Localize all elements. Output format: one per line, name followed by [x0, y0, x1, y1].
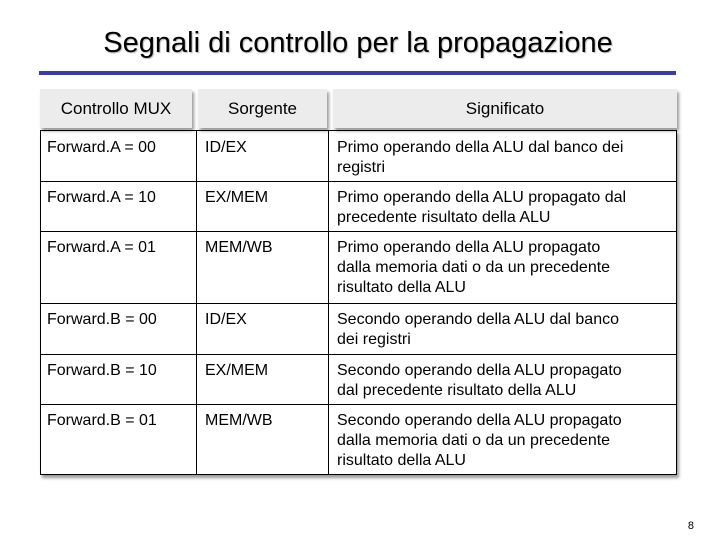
- row-divider: [41, 181, 676, 182]
- cell-control: Forward.A = 10: [47, 189, 156, 206]
- row-divider: [41, 404, 676, 405]
- cell-source: MEM/WB: [205, 412, 273, 429]
- slide-title: Segnali di controllo per la propagazione: [103, 27, 613, 59]
- row-divider: [41, 354, 676, 355]
- title-underline: [39, 71, 676, 75]
- cell-meaning: [337, 188, 673, 228]
- meaning-line: registri: [337, 159, 386, 176]
- cell-control: Forward.B = 00: [47, 311, 157, 328]
- page-number: 8: [687, 520, 694, 532]
- cell-control: Forward.B = 01: [47, 412, 157, 429]
- cell-source: ID/EX: [205, 139, 247, 156]
- cell-source: ID/EX: [205, 311, 247, 328]
- meaning-line: Primo operando della ALU propagato dal: [337, 189, 627, 206]
- cell-meaning: [337, 411, 673, 471]
- cell-source: EX/MEM: [205, 189, 269, 206]
- meaning-line: precedente risultato della ALU: [337, 209, 551, 226]
- row-divider: [41, 231, 676, 232]
- cell-control: Forward.A = 01: [47, 239, 156, 256]
- cell-meaning: [337, 310, 673, 350]
- cell-source: EX/MEM: [205, 362, 269, 379]
- header-sorgente: Sorgente: [198, 89, 327, 128]
- cell-meaning: [337, 361, 673, 401]
- meaning-line: dalla memoria dati o da un precedente: [337, 432, 611, 449]
- meaning-line: Secondo operando della ALU dal banco: [337, 311, 619, 328]
- meaning-line: dei registri: [337, 331, 411, 348]
- meaning-line: dalla memoria dati o da un precedente: [337, 259, 611, 276]
- header-controllo-mux: Controllo MUX: [40, 89, 192, 128]
- meaning-line: Primo operando della ALU propagato: [337, 239, 601, 256]
- cell-meaning: [337, 238, 673, 298]
- meaning-line: Primo operando della ALU dal banco dei: [337, 139, 624, 156]
- cell-source: MEM/WB: [205, 239, 273, 256]
- header-significato: Significato: [333, 89, 677, 128]
- meaning-line: risultato della ALU: [337, 452, 466, 469]
- cell-control: Forward.A = 00: [47, 139, 156, 156]
- meaning-line: dal precedente risultato della ALU: [337, 382, 577, 399]
- cell-control: Forward.B = 10: [47, 362, 157, 379]
- meaning-line: Secondo operando della ALU propagato: [337, 412, 622, 429]
- cell-meaning: [337, 138, 673, 178]
- meaning-line: risultato della ALU: [337, 279, 466, 296]
- row-divider: [41, 303, 676, 304]
- meaning-line: Secondo operando della ALU propagato: [337, 362, 622, 379]
- control-signals-table: [40, 130, 677, 475]
